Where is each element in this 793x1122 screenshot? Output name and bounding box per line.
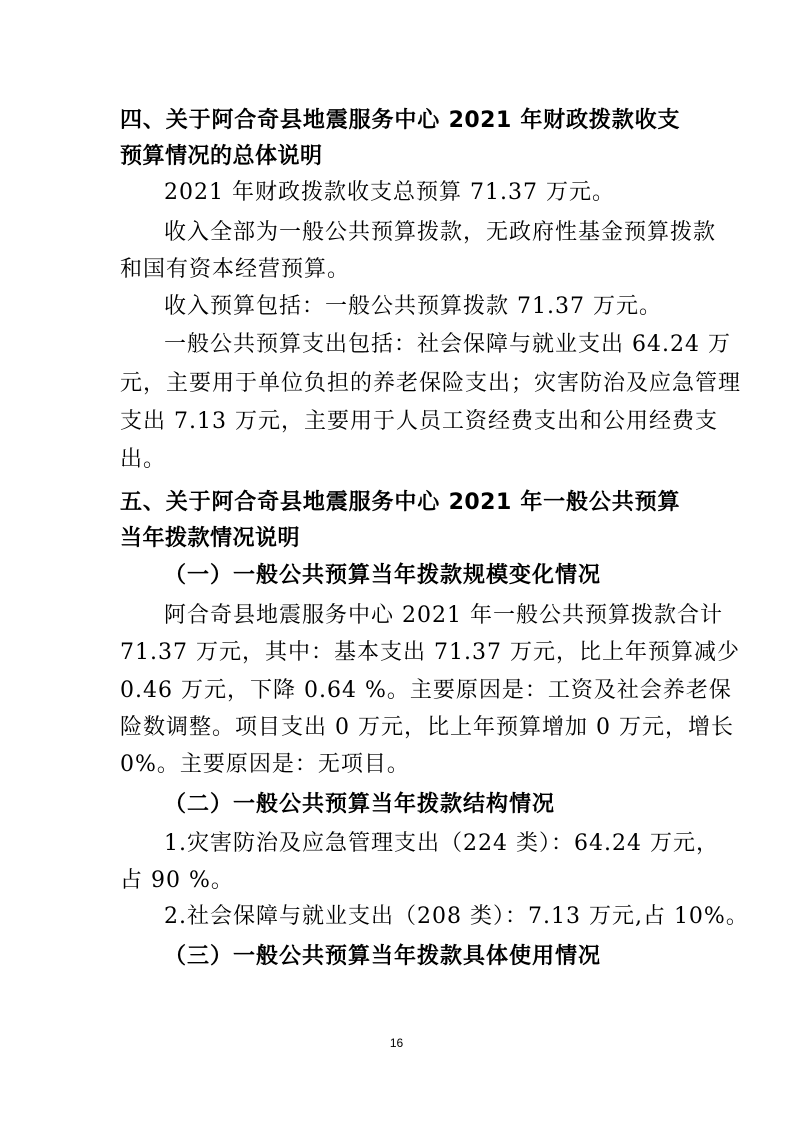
expenditure-paragraph-line-2: 元，主要用于单位负担的养老保险支出；灾害防治及应急管理 bbox=[120, 371, 742, 396]
section-4-heading-line-2: 预算情况的总体说明 bbox=[120, 144, 323, 169]
subsection-1-heading: （一）一般公共预算当年拨款规模变化情况 bbox=[164, 563, 602, 588]
total-budget-paragraph: 2021 年财政拨款收支总预算 71.37 万元。 bbox=[164, 180, 615, 205]
income-budget-paragraph: 收入预算包括：一般公共预算拨款 71.37 万元。 bbox=[164, 294, 662, 319]
page-number: 16 bbox=[389, 1036, 404, 1050]
scale-paragraph-line-3: 0.46 万元，下降 0.64 %。主要原因是：工资及社会养老保 bbox=[120, 678, 732, 703]
scale-paragraph-line-4: 险数调整。项目支出 0 万元，比上年预算增加 0 万元，增长 bbox=[120, 715, 734, 740]
section-5-heading-line-2: 当年拨款情况说明 bbox=[120, 526, 301, 551]
expenditure-paragraph-line-3: 支出 7.13 万元，主要用于人员工资经费支出和公用经费支 bbox=[120, 409, 718, 434]
scale-paragraph-line-5: 0%。主要原因是：无项目。 bbox=[120, 752, 410, 777]
structure-item-2: 2.社会保障与就业支出（208 类）：7.13 万元,占 10%。 bbox=[164, 904, 749, 929]
expenditure-paragraph-line-4: 出。 bbox=[120, 447, 167, 472]
income-paragraph-line-2: 和国有资本经营预算。 bbox=[120, 257, 351, 282]
subsection-2-heading: （二）一般公共预算当年拨款结构情况 bbox=[164, 792, 556, 817]
scale-paragraph-line-2: 71.37 万元，其中：基本支出 71.37 万元，比上年预算减少 bbox=[120, 640, 740, 665]
scale-paragraph-line-1: 阿合奇县地震服务中心 2021 年一般公共预算拨款合计 bbox=[164, 603, 723, 628]
subsection-3-heading: （三）一般公共预算当年拨款具体使用情况 bbox=[164, 944, 602, 969]
section-5-heading-line-1: 五、关于阿合奇县地震服务中心 2021 年一般公共预算 bbox=[120, 490, 680, 515]
section-4-heading-line-1: 四、关于阿合奇县地震服务中心 2021 年财政拨款收支 bbox=[120, 108, 680, 133]
structure-item-1-line-2: 占 90 %。 bbox=[120, 868, 234, 893]
structure-item-1-line-1: 1.灾害防治及应急管理支出（224 类）：64.24 万元， bbox=[164, 831, 719, 856]
income-paragraph-line-1: 收入全部为一般公共预算拨款，无政府性基金预算拨款 bbox=[164, 220, 717, 245]
expenditure-paragraph-line-1: 一般公共预算支出包括：社会保障与就业支出 64.24 万 bbox=[164, 332, 731, 357]
